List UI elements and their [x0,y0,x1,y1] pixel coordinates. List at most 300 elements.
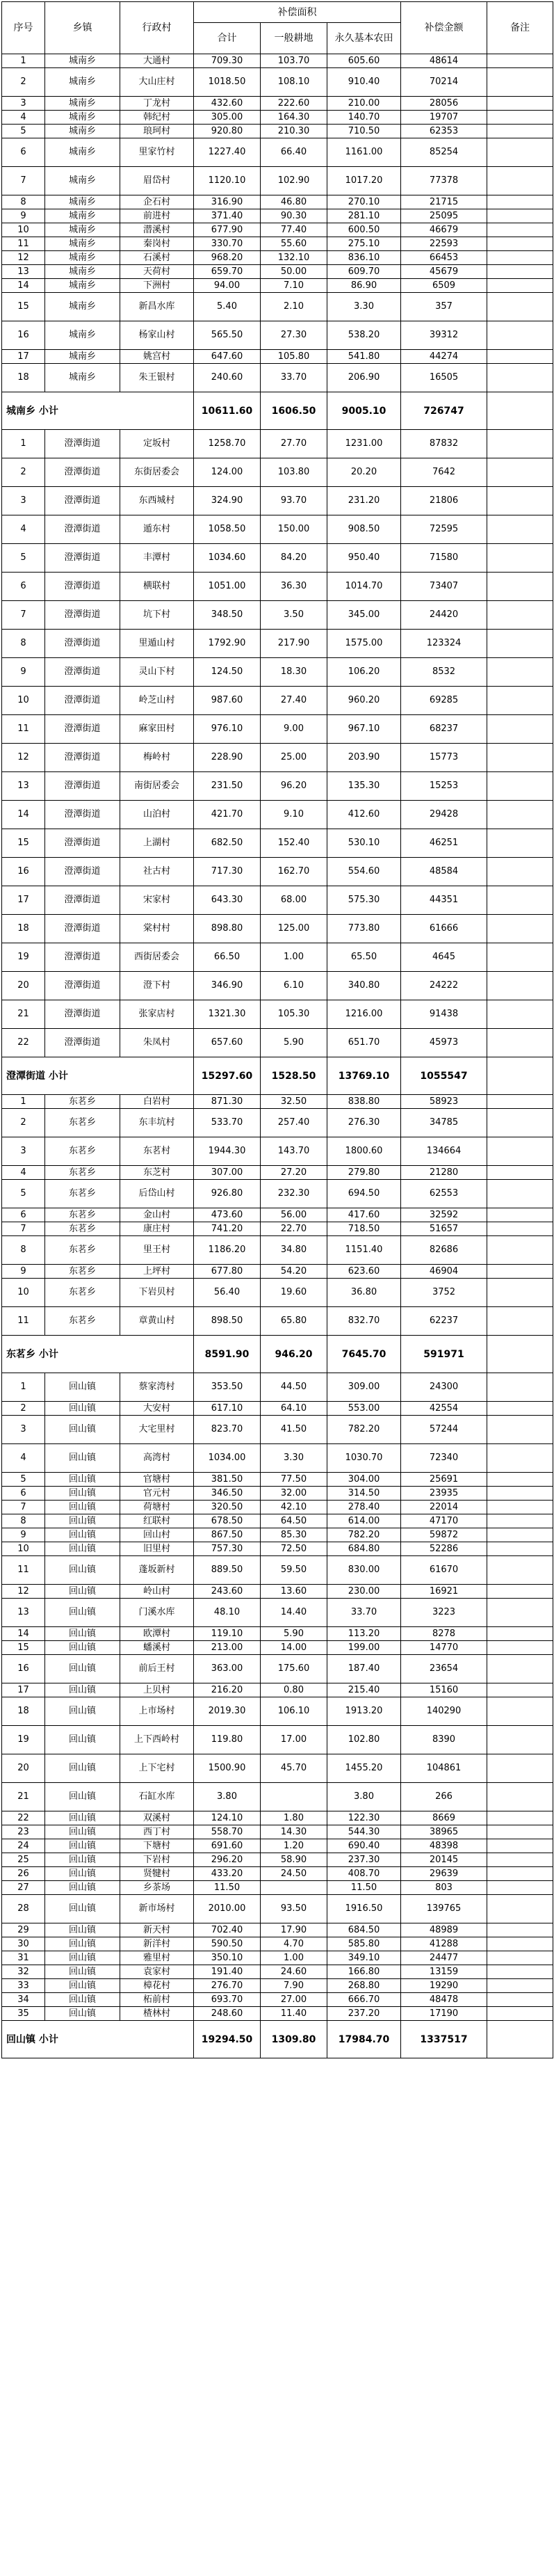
row-town: 回山镇 [45,1599,120,1627]
row-note [487,209,553,223]
row-note [487,1726,553,1754]
subtotal-row [2,392,553,430]
row-village: 里家竹村 [120,138,194,167]
row-village: 大安村 [120,1402,194,1416]
table-row [2,1029,553,1057]
row-total-area: 659.70 [194,265,261,279]
table-row [2,138,553,167]
row-village: 大通村 [120,54,194,68]
subtotal-farmland-area: 946.20 [261,1336,327,1373]
row-village: 双溪村 [120,1811,194,1825]
row-village: 下岩贝村 [120,1279,194,1307]
row-seq: 20 [2,972,45,1000]
row-seq: 10 [2,1279,45,1307]
row-total-area: 691.60 [194,1839,261,1853]
row-amount: 28056 [401,97,487,111]
row-village: 宋家村 [120,886,194,915]
row-village: 后岱山村 [120,1180,194,1208]
row-note [487,1279,553,1307]
row-farmland-area: 24.50 [261,1867,327,1881]
table-row [2,658,553,687]
row-amount: 85254 [401,138,487,167]
row-farmland-area: 5.90 [261,1029,327,1057]
table-row [2,1416,553,1444]
table-row [2,687,553,715]
row-basic-farmland-area: 33.70 [327,1599,401,1627]
table-row [2,251,553,265]
row-seq: 16 [2,321,45,350]
row-amount: 62353 [401,125,487,138]
subtotal-basic-farmland-area: 17984.70 [327,2021,401,2058]
row-seq: 11 [2,715,45,744]
row-farmland-area: 210.30 [261,125,327,138]
row-note [487,801,553,829]
row-basic-farmland-area: 275.10 [327,237,401,251]
row-village: 澄下村 [120,972,194,1000]
row-village: 东西城村 [120,487,194,515]
row-farmland-area: 27.00 [261,1993,327,2007]
row-basic-farmland-area: 210.00 [327,97,401,111]
row-farmland-area: 103.70 [261,54,327,68]
row-note [487,487,553,515]
row-village: 欧潭村 [120,1627,194,1641]
table-row [2,350,553,364]
row-town: 东茗乡 [45,1208,120,1222]
row-total-area: 987.60 [194,687,261,715]
row-seq: 9 [2,1265,45,1279]
row-total-area: 307.00 [194,1166,261,1180]
row-village: 官塘村 [120,1473,194,1487]
row-seq: 16 [2,1655,45,1683]
row-note [487,279,553,293]
table-row [2,1373,553,1402]
row-note [487,1236,553,1265]
row-note [487,1000,553,1029]
row-village: 里遁山村 [120,630,194,658]
row-village: 里王村 [120,1236,194,1265]
row-seq: 8 [2,195,45,209]
row-village: 上贝村 [120,1683,194,1697]
row-note [487,573,553,601]
row-village: 眉岱村 [120,167,194,195]
row-total-area: 350.10 [194,1951,261,1965]
subtotal-total-area: 15297.60 [194,1057,261,1095]
row-town: 城南乡 [45,265,120,279]
row-farmland-area: 45.70 [261,1754,327,1783]
row-village: 麻家田村 [120,715,194,744]
row-note [487,1402,553,1416]
row-basic-farmland-area: 651.70 [327,1029,401,1057]
row-total-area: 305.00 [194,111,261,125]
row-farmland-area: 162.70 [261,858,327,886]
row-total-area: 920.80 [194,125,261,138]
row-town: 城南乡 [45,223,120,237]
subtotal-row [2,1057,553,1095]
row-total-area: 330.70 [194,237,261,251]
row-basic-farmland-area: 237.30 [327,1853,401,1867]
row-village: 梅岭村 [120,744,194,772]
row-town: 东茗乡 [45,1180,120,1208]
row-town: 回山镇 [45,1697,120,1726]
row-total-area: 348.50 [194,601,261,630]
row-total-area: 320.50 [194,1501,261,1514]
subtotal-farmland-area: 1528.50 [261,1057,327,1095]
row-town: 回山镇 [45,1655,120,1683]
row-farmland-area: 59.50 [261,1556,327,1585]
row-farmland-area: 32.50 [261,1095,327,1109]
row-basic-farmland-area: 412.60 [327,801,401,829]
row-total-area: 473.60 [194,1208,261,1222]
row-total-area: 296.20 [194,1853,261,1867]
row-basic-farmland-area: 230.00 [327,1585,401,1599]
table-row [2,1937,553,1951]
table-row [2,1895,553,1923]
row-amount: 57244 [401,1416,487,1444]
row-total-area: 248.60 [194,2007,261,2021]
row-seq: 6 [2,573,45,601]
row-town: 澄潭街道 [45,658,120,687]
row-amount: 52286 [401,1542,487,1556]
row-farmland-area: 105.80 [261,350,327,364]
row-basic-farmland-area: 1014.70 [327,573,401,601]
row-total-area: 276.70 [194,1979,261,1993]
row-note [487,1754,553,1783]
row-seq: 26 [2,1867,45,1881]
row-basic-farmland-area: 203.90 [327,744,401,772]
row-total-area: 757.30 [194,1542,261,1556]
row-town: 东茗乡 [45,1236,120,1265]
row-amount: 21715 [401,195,487,209]
row-seq: 10 [2,687,45,715]
row-town: 澄潭街道 [45,715,120,744]
row-village: 朱王银村 [120,364,194,392]
row-basic-farmland-area: 65.50 [327,943,401,972]
row-seq: 2 [2,68,45,97]
row-total-area: 968.20 [194,251,261,265]
row-farmland-area: 106.10 [261,1697,327,1726]
row-seq: 9 [2,209,45,223]
row-amount: 23654 [401,1655,487,1683]
table-row [2,279,553,293]
subtotal-total-area: 19294.50 [194,2021,261,2058]
row-note [487,1853,553,1867]
row-note [487,1783,553,1811]
row-farmland-area: 0.80 [261,1683,327,1697]
row-amount: 39312 [401,321,487,350]
row-total-area: 353.50 [194,1373,261,1402]
row-town: 回山镇 [45,2007,120,2021]
row-farmland-area: 96.20 [261,772,327,801]
row-town: 回山镇 [45,1585,120,1599]
row-basic-farmland-area: 276.30 [327,1109,401,1137]
row-note [487,111,553,125]
row-seq: 4 [2,515,45,544]
row-total-area: 693.70 [194,1993,261,2007]
row-total-area: 709.30 [194,54,261,68]
row-basic-farmland-area: 166.80 [327,1965,401,1979]
row-town: 回山镇 [45,1528,120,1542]
row-farmland-area: 175.60 [261,1655,327,1683]
row-farmland-area: 93.50 [261,1895,327,1923]
row-note [487,1951,553,1965]
row-farmland-area: 41.50 [261,1416,327,1444]
row-village: 大山庄村 [120,68,194,97]
row-amount: 21806 [401,487,487,515]
table-row [2,1683,553,1697]
row-amount: 77378 [401,167,487,195]
row-note [487,1867,553,1881]
row-town: 城南乡 [45,237,120,251]
row-amount: 23935 [401,1487,487,1501]
row-town: 城南乡 [45,138,120,167]
row-basic-farmland-area: 1913.20 [327,1697,401,1726]
row-amount: 46679 [401,223,487,237]
row-amount: 25095 [401,209,487,223]
row-total-area: 1018.50 [194,68,261,97]
row-village: 山泊村 [120,801,194,829]
row-note [487,1627,553,1641]
row-farmland-area: 85.30 [261,1528,327,1542]
subtotal-note [487,1336,553,1373]
row-seq: 3 [2,97,45,111]
row-amount: 59872 [401,1528,487,1542]
row-basic-farmland-area: 836.10 [327,251,401,265]
row-basic-farmland-area: 106.20 [327,658,401,687]
row-amount: 6509 [401,279,487,293]
row-farmland-area: 4.70 [261,1937,327,1951]
table-row [2,1641,553,1655]
row-note [487,1307,553,1336]
row-basic-farmland-area: 690.40 [327,1839,401,1853]
row-amount: 22593 [401,237,487,251]
row-basic-farmland-area: 718.50 [327,1222,401,1236]
row-total-area: 231.50 [194,772,261,801]
row-village: 新天村 [120,1923,194,1937]
row-farmland-area: 143.70 [261,1137,327,1166]
subtotal-amount: 591971 [401,1336,487,1373]
row-seq: 19 [2,943,45,972]
row-farmland-area: 24.60 [261,1965,327,1979]
row-town: 澄潭街道 [45,772,120,801]
row-village: 楂林村 [120,2007,194,2021]
row-basic-farmland-area: 832.70 [327,1307,401,1336]
header-town: 乡镇 [45,2,120,54]
row-village: 东茗村 [120,1137,194,1166]
row-town: 回山镇 [45,1881,120,1895]
row-basic-farmland-area: 417.60 [327,1208,401,1222]
row-seq: 18 [2,364,45,392]
row-basic-farmland-area: 345.00 [327,601,401,630]
row-amount: 17190 [401,2007,487,2021]
subtotal-total-area: 8591.90 [194,1336,261,1373]
row-town: 澄潭街道 [45,1000,120,1029]
row-basic-farmland-area: 838.80 [327,1095,401,1109]
subtotal-farmland-area: 1606.50 [261,392,327,430]
row-amount: 62553 [401,1180,487,1208]
row-note [487,1811,553,1825]
row-farmland-area: 7.10 [261,279,327,293]
row-farmland-area: 55.60 [261,237,327,251]
row-seq: 19 [2,1726,45,1754]
table-row [2,1501,553,1514]
row-village: 旧里村 [120,1542,194,1556]
row-note [487,54,553,68]
row-town: 东茗乡 [45,1307,120,1336]
row-town: 回山镇 [45,1373,120,1402]
row-note [487,1265,553,1279]
table-row [2,1487,553,1501]
row-note [487,1180,553,1208]
row-seq: 8 [2,630,45,658]
row-village: 遁东村 [120,515,194,544]
row-total-area: 3.80 [194,1783,261,1811]
row-amount: 24222 [401,972,487,1000]
table-row [2,97,553,111]
row-note [487,1222,553,1236]
row-village: 回山村 [120,1528,194,1542]
row-village: 乡茶场 [120,1881,194,1895]
row-seq: 1 [2,54,45,68]
table-row [2,1825,553,1839]
row-amount: 48989 [401,1923,487,1937]
row-basic-farmland-area: 187.40 [327,1655,401,1683]
row-total-area: 1051.00 [194,573,261,601]
table-row [2,1473,553,1487]
row-basic-farmland-area: 3.80 [327,1783,401,1811]
row-seq: 6 [2,1208,45,1222]
row-farmland-area: 34.80 [261,1236,327,1265]
table-row [2,573,553,601]
row-farmland-area: 1.00 [261,1951,327,1965]
row-total-area: 678.50 [194,1514,261,1528]
row-town: 东茗乡 [45,1265,120,1279]
table-row [2,1853,553,1867]
table-row [2,1095,553,1109]
compensation-table [1,1,553,2058]
row-total-area: 66.50 [194,943,261,972]
row-total-area: 617.10 [194,1402,261,1416]
row-total-area: 363.00 [194,1655,261,1683]
row-town: 回山镇 [45,1641,120,1655]
table-row [2,1585,553,1599]
row-basic-farmland-area: 281.10 [327,209,401,223]
row-village: 蔡家湾村 [120,1373,194,1402]
row-farmland-area: 102.90 [261,167,327,195]
row-total-area: 243.60 [194,1585,261,1599]
row-town: 回山镇 [45,1979,120,1993]
row-farmland-area: 257.40 [261,1109,327,1137]
row-total-area: 565.50 [194,321,261,350]
row-village: 姚宫村 [120,350,194,364]
row-note [487,915,553,943]
table-row [2,458,553,487]
row-total-area: 682.50 [194,829,261,858]
row-note [487,1641,553,1655]
table-row [2,886,553,915]
row-farmland-area: 14.40 [261,1599,327,1627]
row-total-area: 1321.30 [194,1000,261,1029]
row-total-area: 240.60 [194,364,261,392]
row-farmland-area [261,1783,327,1811]
table-row [2,1627,553,1641]
row-basic-farmland-area: 278.40 [327,1501,401,1514]
row-amount: 44351 [401,886,487,915]
row-town: 回山镇 [45,1754,120,1783]
row-note [487,223,553,237]
row-farmland-area: 22.70 [261,1222,327,1236]
row-village: 章黄山村 [120,1307,194,1336]
row-seq: 18 [2,1697,45,1726]
table-row [2,1839,553,1853]
table-row [2,1599,553,1627]
table-row [2,1655,553,1683]
row-farmland-area: 103.80 [261,458,327,487]
row-town: 回山镇 [45,1937,120,1951]
row-basic-farmland-area: 585.80 [327,1937,401,1951]
row-total-area: 867.50 [194,1528,261,1542]
row-amount: 38965 [401,1825,487,1839]
row-note [487,1528,553,1542]
row-amount: 73407 [401,573,487,601]
row-note [487,1514,553,1528]
subtotal-note [487,392,553,430]
table-row [2,223,553,237]
row-basic-farmland-area: 314.50 [327,1487,401,1501]
row-village: 荷塘村 [120,1501,194,1514]
row-town: 城南乡 [45,364,120,392]
table-row [2,195,553,209]
row-basic-farmland-area: 135.30 [327,772,401,801]
row-note [487,715,553,744]
row-town: 东茗乡 [45,1095,120,1109]
row-basic-farmland-area: 1030.70 [327,1444,401,1473]
subtotal-basic-farmland-area: 13769.10 [327,1057,401,1095]
table-row [2,167,553,195]
row-basic-farmland-area: 600.50 [327,223,401,237]
row-total-area: 124.00 [194,458,261,487]
subtotal-note [487,1057,553,1095]
row-amount: 69285 [401,687,487,715]
table-row [2,364,553,392]
row-town: 回山镇 [45,1965,120,1979]
row-town: 回山镇 [45,1825,120,1839]
row-seq: 17 [2,886,45,915]
row-amount: 62237 [401,1307,487,1336]
row-total-area: 1227.40 [194,138,261,167]
row-town: 澄潭街道 [45,601,120,630]
row-farmland-area: 1.00 [261,943,327,972]
row-farmland-area: 77.40 [261,223,327,237]
row-seq: 29 [2,1923,45,1937]
row-basic-farmland-area: 349.10 [327,1951,401,1965]
row-farmland-area: 14.00 [261,1641,327,1655]
row-town: 澄潭街道 [45,544,120,573]
row-farmland-area: 77.50 [261,1473,327,1487]
row-basic-farmland-area: 1916.50 [327,1895,401,1923]
table-row [2,915,553,943]
table-row [2,54,553,68]
row-seq: 17 [2,350,45,364]
row-note [487,1683,553,1697]
subtotal-basic-farmland-area: 9005.10 [327,392,401,430]
row-farmland-area: 27.70 [261,430,327,458]
row-village: 金山村 [120,1208,194,1222]
row-amount: 29428 [401,801,487,829]
row-farmland-area: 17.00 [261,1726,327,1754]
row-note [487,1937,553,1951]
row-amount: 61666 [401,915,487,943]
row-basic-farmland-area: 694.50 [327,1180,401,1208]
